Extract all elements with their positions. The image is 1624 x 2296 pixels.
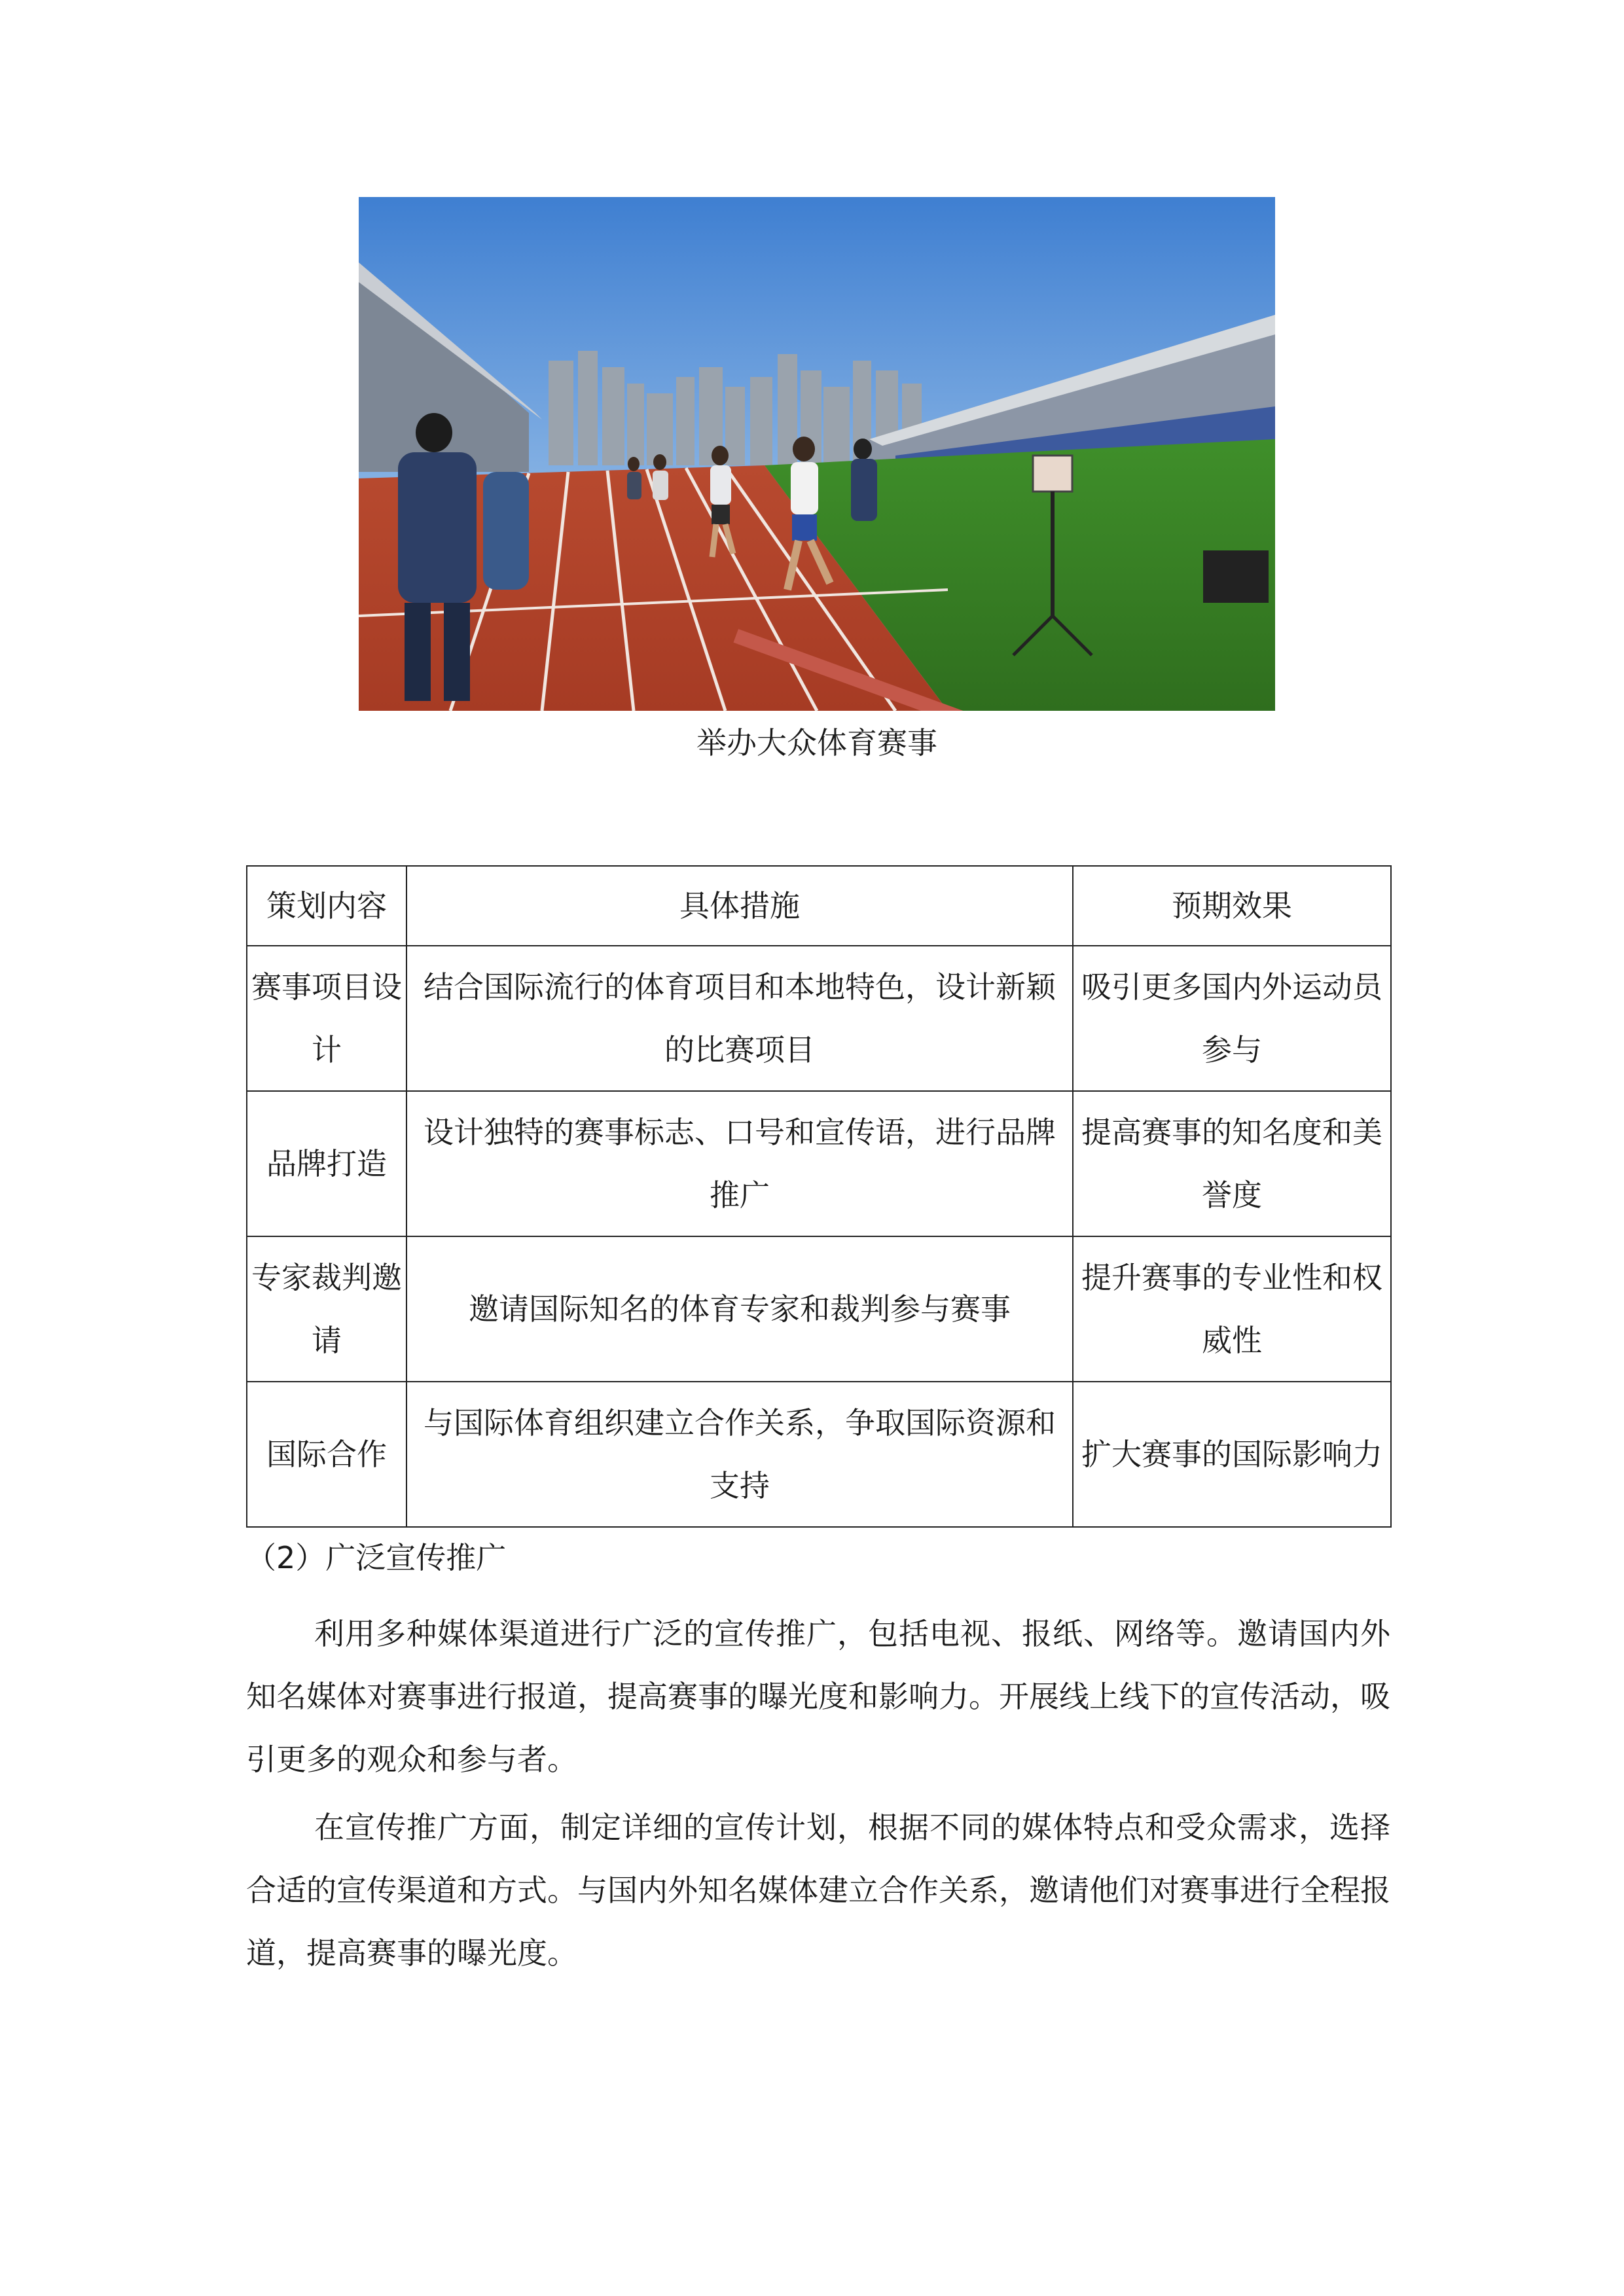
race-photo bbox=[359, 197, 1275, 711]
body-paragraph: 利用多种媒体渠道进行广泛的宣传推广，包括电视、报纸、网络等。邀请国内外知名媒体对赛事进行报道，提高赛事的曝光度和影响力。开展线上线下的宣传活动，吸引更多的观众和参与者。 bbox=[246, 1616, 1390, 1777]
figure-caption: 举办大众体育赛事 bbox=[696, 725, 937, 761]
planning-table bbox=[246, 865, 1392, 1528]
row-content: 专家裁判邀请 bbox=[247, 1236, 406, 1382]
header-effect: 预期效果 bbox=[1073, 866, 1391, 946]
table-row bbox=[247, 1382, 1391, 1527]
table-row bbox=[247, 946, 1391, 1091]
row-measure: 邀请国际知名的体育专家和裁判参与赛事 bbox=[406, 1236, 1073, 1382]
row-measure: 结合国际流行的体育项目和本地特色，设计新颖的比赛项目 bbox=[406, 946, 1073, 1091]
row-effect: 扩大赛事的国际影响力 bbox=[1073, 1382, 1391, 1527]
table-row bbox=[247, 1091, 1391, 1236]
row-content: 赛事项目设计 bbox=[247, 946, 406, 1091]
table-header-row bbox=[247, 866, 1391, 946]
row-effect: 提升赛事的专业性和权威性 bbox=[1073, 1236, 1391, 1382]
section-title: （2）广泛宣传推广 bbox=[246, 1540, 507, 1575]
row-measure: 设计独特的赛事标志、口号和宣传语，进行品牌推广 bbox=[406, 1091, 1073, 1236]
row-measure: 与国际体育组织建立合作关系，争取国际资源和支持 bbox=[406, 1382, 1073, 1527]
body-paragraph: 在宣传推广方面，制定详细的宣传计划，根据不同的媒体特点和受众需求，选择合适的宣传渠道和方式。与国内外知名媒体建立合作关系，邀请他们对赛事进行全程报道，提高赛事的曝光度。 bbox=[246, 1810, 1390, 1971]
row-effect: 吸引更多国内外运动员参与 bbox=[1073, 946, 1391, 1091]
table-row bbox=[247, 1236, 1391, 1382]
row-content: 国际合作 bbox=[247, 1382, 406, 1527]
row-effect: 提高赛事的知名度和美誉度 bbox=[1073, 1091, 1391, 1236]
header-measure: 具体措施 bbox=[406, 866, 1073, 946]
header-content: 策划内容 bbox=[247, 866, 406, 946]
row-content: 品牌打造 bbox=[247, 1091, 406, 1236]
